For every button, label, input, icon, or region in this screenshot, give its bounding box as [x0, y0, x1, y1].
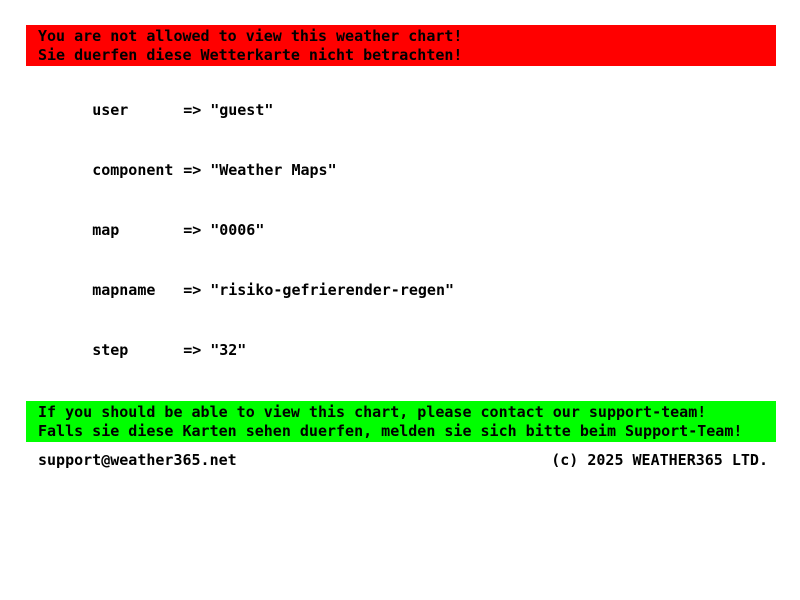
- arrow-glyph: =>: [183, 101, 202, 119]
- support-email: support@weather365.net: [38, 451, 237, 469]
- support-banner: [26, 401, 776, 442]
- detail-key-mapname: mapname: [92, 281, 156, 299]
- error-message-en: You are not allowed to view this weather chart!: [38, 27, 463, 45]
- error-banner: [26, 25, 776, 66]
- detail-value-mapname: "risiko-gefrierender-regen": [210, 281, 455, 299]
- detail-value-component: "Weather Maps": [210, 161, 337, 179]
- arrow-glyph: =>: [183, 281, 202, 299]
- detail-key-user: user: [92, 101, 129, 119]
- copyright-notice: (c) 2025 WEATHER365 LTD.: [551, 451, 768, 469]
- access-denied-page: [0, 25, 800, 600]
- detail-row-map: [38, 200, 800, 260]
- detail-row-component: [38, 140, 800, 200]
- footer: [26, 450, 776, 470]
- detail-key-map: map: [92, 221, 120, 239]
- arrow-glyph: =>: [183, 161, 202, 179]
- support-message-en: If you should be able to view this chart, please contact our support-team!: [38, 403, 707, 421]
- arrow-glyph: =>: [183, 221, 202, 239]
- support-message-de: Falls sie diese Karten sehen duerfen, melden sie sich bitte beim Support-Team!: [38, 422, 743, 440]
- detail-key-step: step: [92, 341, 129, 359]
- detail-value-map: "0006": [210, 221, 265, 239]
- error-message-de: Sie duerfen diese Wetterkarte nicht betrachten!: [38, 46, 463, 64]
- detail-value-step: "32": [210, 341, 247, 359]
- request-details: [38, 80, 800, 380]
- detail-row-user: [38, 80, 800, 140]
- arrow-glyph: =>: [183, 341, 202, 359]
- detail-row-step: [38, 320, 800, 380]
- detail-row-mapname: [38, 260, 800, 320]
- detail-key-component: component: [92, 161, 174, 179]
- detail-value-user: "guest": [210, 101, 274, 119]
